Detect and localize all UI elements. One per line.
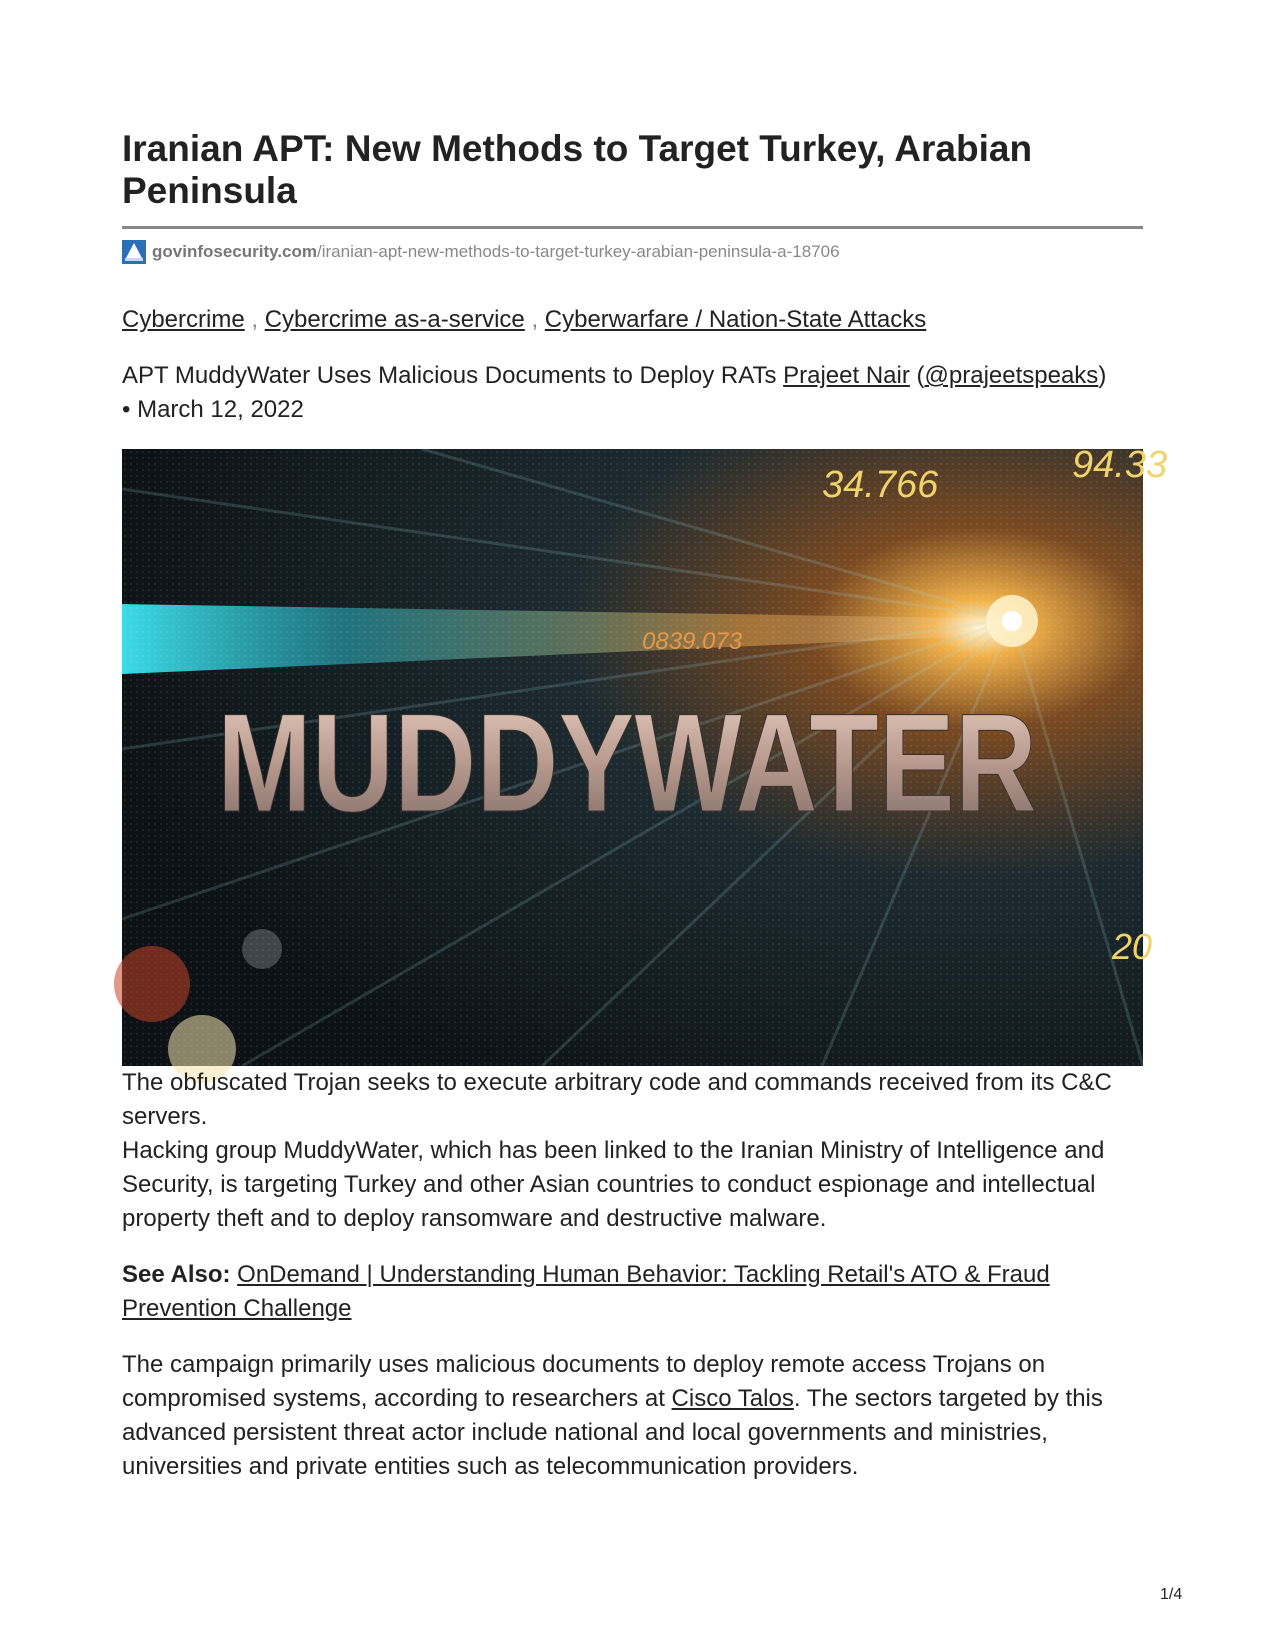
cisco-talos-link[interactable]: Cisco Talos bbox=[671, 1385, 794, 1412]
article-subtitle: APT MuddyWater Uses Malicious Documents to Deploy RATs bbox=[122, 362, 777, 389]
tag-separator: , bbox=[251, 306, 259, 333]
source-line[interactable] bbox=[122, 239, 1143, 265]
source-path[interactable]: /iranian-apt-new-methods-to-target-turkey-arabian-peninsula-a-18706 bbox=[317, 242, 840, 261]
body-text-before-link: The campaign primarily uses malicious documents to deploy remote access Trojans on compromised systems, according to researchers at bbox=[122, 1351, 1046, 1412]
tag-link-cybercrime-as-a-service[interactable]: Cybercrime as-a-service bbox=[264, 306, 525, 333]
see-also-label: See Also: bbox=[122, 1261, 231, 1288]
body-paragraph bbox=[122, 1348, 1143, 1484]
body-text-after-link: . The sectors targeted by this advanced persistent threat actor include national and local governments and ministries, universities and private entities such as telecommunication providers. bbox=[122, 1385, 1103, 1480]
intro-paragraph: Hacking group MuddyWater, which has been linked to the Iranian Ministry of Intelligence and Security, is targeting Turkey and other Asian countries to conduct espionage and intellectual property theft and to deploy ransomware and destructive malware. bbox=[122, 1137, 1105, 1232]
tag-link-cybercrime[interactable]: Cybercrime bbox=[122, 306, 245, 333]
image-caption: The obfuscated Trojan seeks to execute arbitrary code and commands received from its C&C servers. bbox=[122, 1069, 1112, 1130]
see-also bbox=[122, 1258, 1143, 1326]
article bbox=[122, 128, 1168, 1484]
site-favicon-icon bbox=[122, 240, 146, 264]
hero-number: 0839.073 bbox=[642, 628, 743, 655]
hero-number: 20 bbox=[1112, 926, 1153, 967]
author-handle-link[interactable]: @prajeetspeaks bbox=[924, 362, 1099, 389]
tag-list bbox=[122, 303, 1143, 337]
byline: APT MuddyWater Uses Malicious Documents to Deploy RATs Prajeet Nair (@prajeetspeaks) • March 12, 2022 bbox=[122, 362, 1107, 423]
hero-number: 94.33 bbox=[1072, 444, 1168, 486]
publish-date: March 12, 2022 bbox=[137, 396, 304, 423]
hero-number: 34.766 bbox=[822, 464, 939, 506]
date-bullet: • bbox=[122, 396, 138, 423]
title-divider bbox=[122, 226, 1143, 229]
tag-link-cyberwarfare[interactable]: Cyberwarfare / Nation-State Attacks bbox=[544, 306, 927, 333]
source-domain[interactable]: govinfosecurity.com bbox=[152, 242, 317, 261]
page-number: 1/4 bbox=[1160, 1586, 1183, 1603]
tag-separator: , bbox=[531, 306, 539, 333]
hero-title-text: MUDDYWATER bbox=[217, 684, 1037, 841]
article-title: Iranian APT: New Methods to Target Turkey, Arabian Peninsula bbox=[122, 128, 1033, 211]
see-also-link[interactable]: OnDemand | Understanding Human Behavior: Tackling Retail's ATO & Fraud Prevention Challenge bbox=[122, 1261, 1050, 1322]
hero-image bbox=[122, 444, 1168, 1066]
author-link[interactable]: Prajeet Nair bbox=[783, 362, 910, 389]
